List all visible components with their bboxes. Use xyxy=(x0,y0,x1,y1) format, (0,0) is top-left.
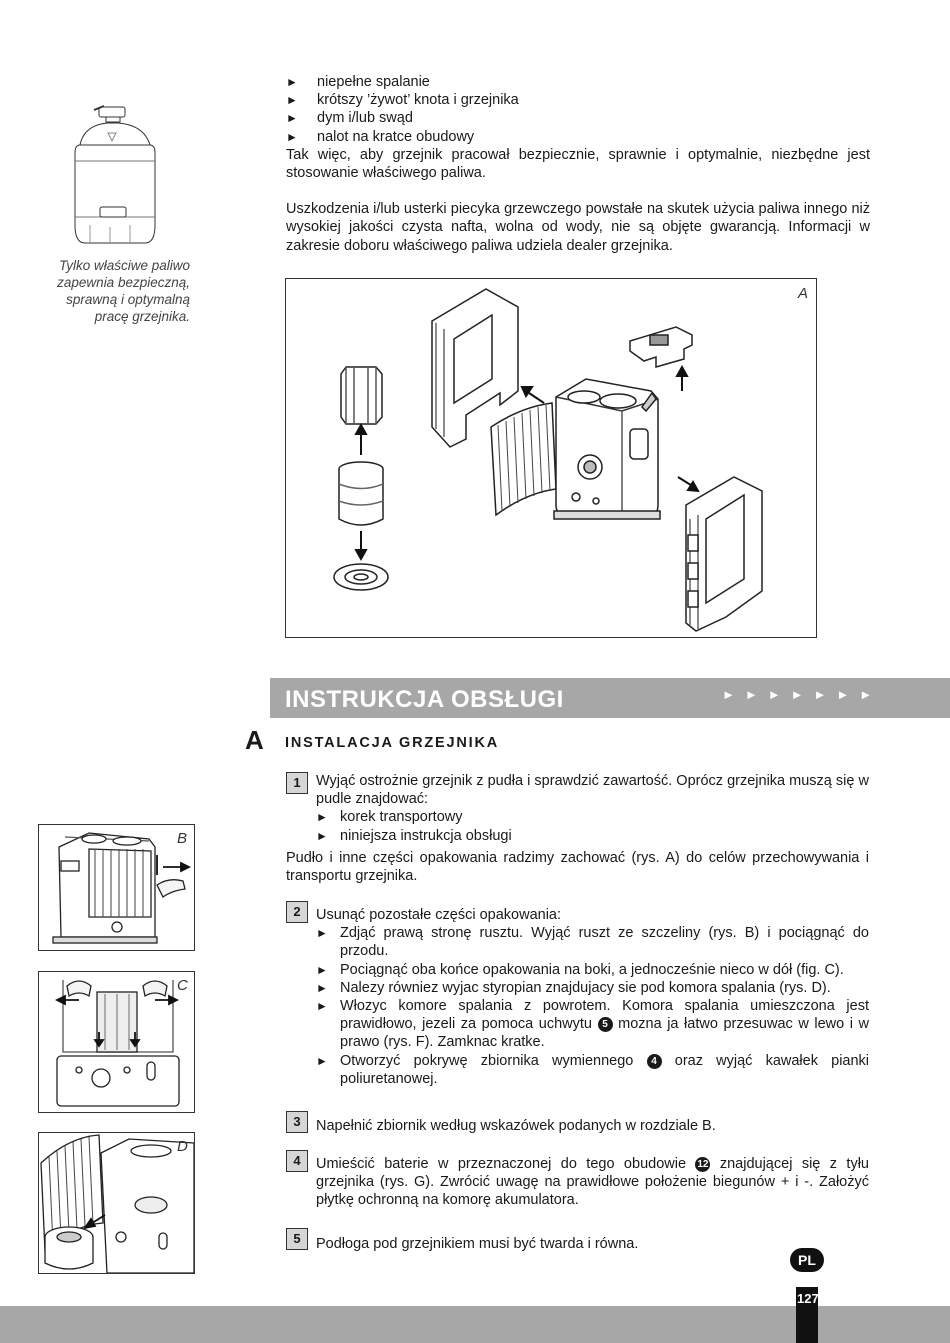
figure-a xyxy=(285,278,817,638)
list-item: ► Pociągnąć oba końce opakowania na boki, a jednocześnie nieco w dół (fig. C). xyxy=(316,961,844,978)
step-1 xyxy=(316,772,869,845)
language-badge: PL xyxy=(790,1248,824,1272)
list-item: ► Zdjąć prawą stronę rusztu. Wyjąć ruszt ze szczeliny (rys. B) i pociągnąć do przodu. xyxy=(316,925,869,960)
step-number-3: 3 xyxy=(286,1111,308,1133)
step-number-1: 1 xyxy=(286,772,308,794)
intro-block xyxy=(286,73,870,255)
step-number-4: 4 xyxy=(286,1150,308,1172)
bullet-arrow-icon: ► xyxy=(286,93,298,108)
section-title: INSTALACJA GRZEJNIKA xyxy=(285,735,500,751)
list-item: ► Włozyc komore spalania z powrotem. Komora spalania umieszczona jest prawidłowo, jezeli za pomoca uchwytu 5 mozna ja łatwo przesuwac w lewo i w prawo (rys. F). Zamknac kratke. xyxy=(316,998,870,1051)
figure-a-label: A xyxy=(798,285,809,302)
list-item: ► nalot na kratce obudowy xyxy=(286,128,475,145)
step-number-5: 5 xyxy=(286,1228,308,1250)
fuel-caption: Tylko właściwe paliwo zapewnia bezpieczną, sprawną i optymalną pracę grzejnika. xyxy=(57,258,190,324)
packaging-note: Pudło i inne części opakowania radzimy zachować (rys. A) do celów przechowywania i transportu grzejnika. xyxy=(286,850,869,885)
bullet-arrow-icon: ► xyxy=(316,1053,328,1068)
section-banner xyxy=(270,678,950,718)
bullet-arrow-icon: ► xyxy=(286,75,298,89)
bullet-arrow-icon: ► xyxy=(316,999,328,1014)
step-5-text: Podłoga pod grzejnikiem musi być twarda i równa. xyxy=(316,1236,639,1252)
bullet-arrow-icon: ► xyxy=(316,962,328,977)
packaging-removal-illustration xyxy=(39,972,194,1112)
section-letter: A xyxy=(245,725,264,755)
part-marker-4: 4 xyxy=(647,1054,662,1069)
step-2-text: Usunąć pozostałe części opakowania: xyxy=(316,907,562,923)
figure-b xyxy=(38,824,195,951)
grille-removal-illustration xyxy=(39,825,194,950)
figure-d-label: D xyxy=(177,1138,188,1155)
step-number-2: 2 xyxy=(286,901,308,923)
bullet-arrow-icon: ► xyxy=(316,926,328,941)
list-item: ► Nalezy równiez wyjac styropian znajdujacy sie pod komora spalania (rys. D). xyxy=(316,979,831,996)
figure-d xyxy=(38,1132,195,1274)
step-1-text: Wyjąć ostrożnie grzejnik z pudła i sprawdzić zawartość. Oprócz grzejnika muszą się w pudle znajdować: xyxy=(316,773,869,808)
fuel-canister-illustration xyxy=(70,105,160,250)
bullet-arrow-icon: ► xyxy=(316,810,328,825)
step-3-text: Napełnić zbiornik według wskazówek podanych w rozdziale B. xyxy=(316,1118,716,1134)
bullet-arrow-icon: ► xyxy=(286,111,298,126)
figure-c-label: C xyxy=(177,977,188,994)
step-2 xyxy=(316,906,869,1088)
bullet-arrow-icon: ► xyxy=(316,828,328,843)
list-item: ► dym i/lub swąd xyxy=(286,110,413,127)
bullet-arrow-icon: ► xyxy=(286,129,298,144)
intro-paragraph-fuel: Tak więc, aby grzejnik pracował bezpiecznie, sprawnie i optymalnie, niezbędne jest stosowanie właściwego paliwa. xyxy=(286,146,870,182)
list-item: ► niepełne spalanie xyxy=(286,74,430,90)
banner-title: INSTRUKCJA OBSŁUGI xyxy=(285,686,564,713)
figure-c xyxy=(38,971,195,1113)
combustion-chamber-illustration xyxy=(39,1133,194,1273)
list-item: ► korek transportowy xyxy=(316,809,463,826)
bullet-arrow-icon: ► xyxy=(316,980,328,995)
intro-paragraph-warranty: Uszkodzenia i/lub usterki piecyka grzewczego powstałe na skutek użycia paliwa innego niż wysokiej jakości czysta nafta, wolna od wody, nie są objęte gwarancją. Informacji w zakresie doboru właściwego paliwa udziela dealer grzejnika. xyxy=(286,201,870,254)
banner-arrows-icon: ►►►►►►► xyxy=(722,687,883,702)
list-item: ► krótszy ’żywot’ knota i grzejnika xyxy=(286,92,519,109)
list-item: ► niniejsza instrukcja obsługi xyxy=(316,827,512,844)
exploded-heater-illustration xyxy=(286,279,816,637)
figure-b-label: B xyxy=(177,830,188,847)
step-4: Umieścić baterie w przeznaczonej do tego obudowie 12 znajdującej się z tyłu grzejnika (rys. G). Zwrócić uwagę na prawidłowe położenie biegunów + i -. Założyć płytkę ochronną na komorę akumulatora. xyxy=(316,1156,869,1209)
part-marker-12: 12 xyxy=(697,1159,709,1170)
list-item: ► Otworzyć pokrywę zbiornika wymiennego 4 oraz wyjąć kawałek pianki poliuretanowej. xyxy=(316,1052,870,1087)
part-marker-5: 5 xyxy=(598,1017,613,1032)
page-number: 127 xyxy=(797,1291,819,1306)
